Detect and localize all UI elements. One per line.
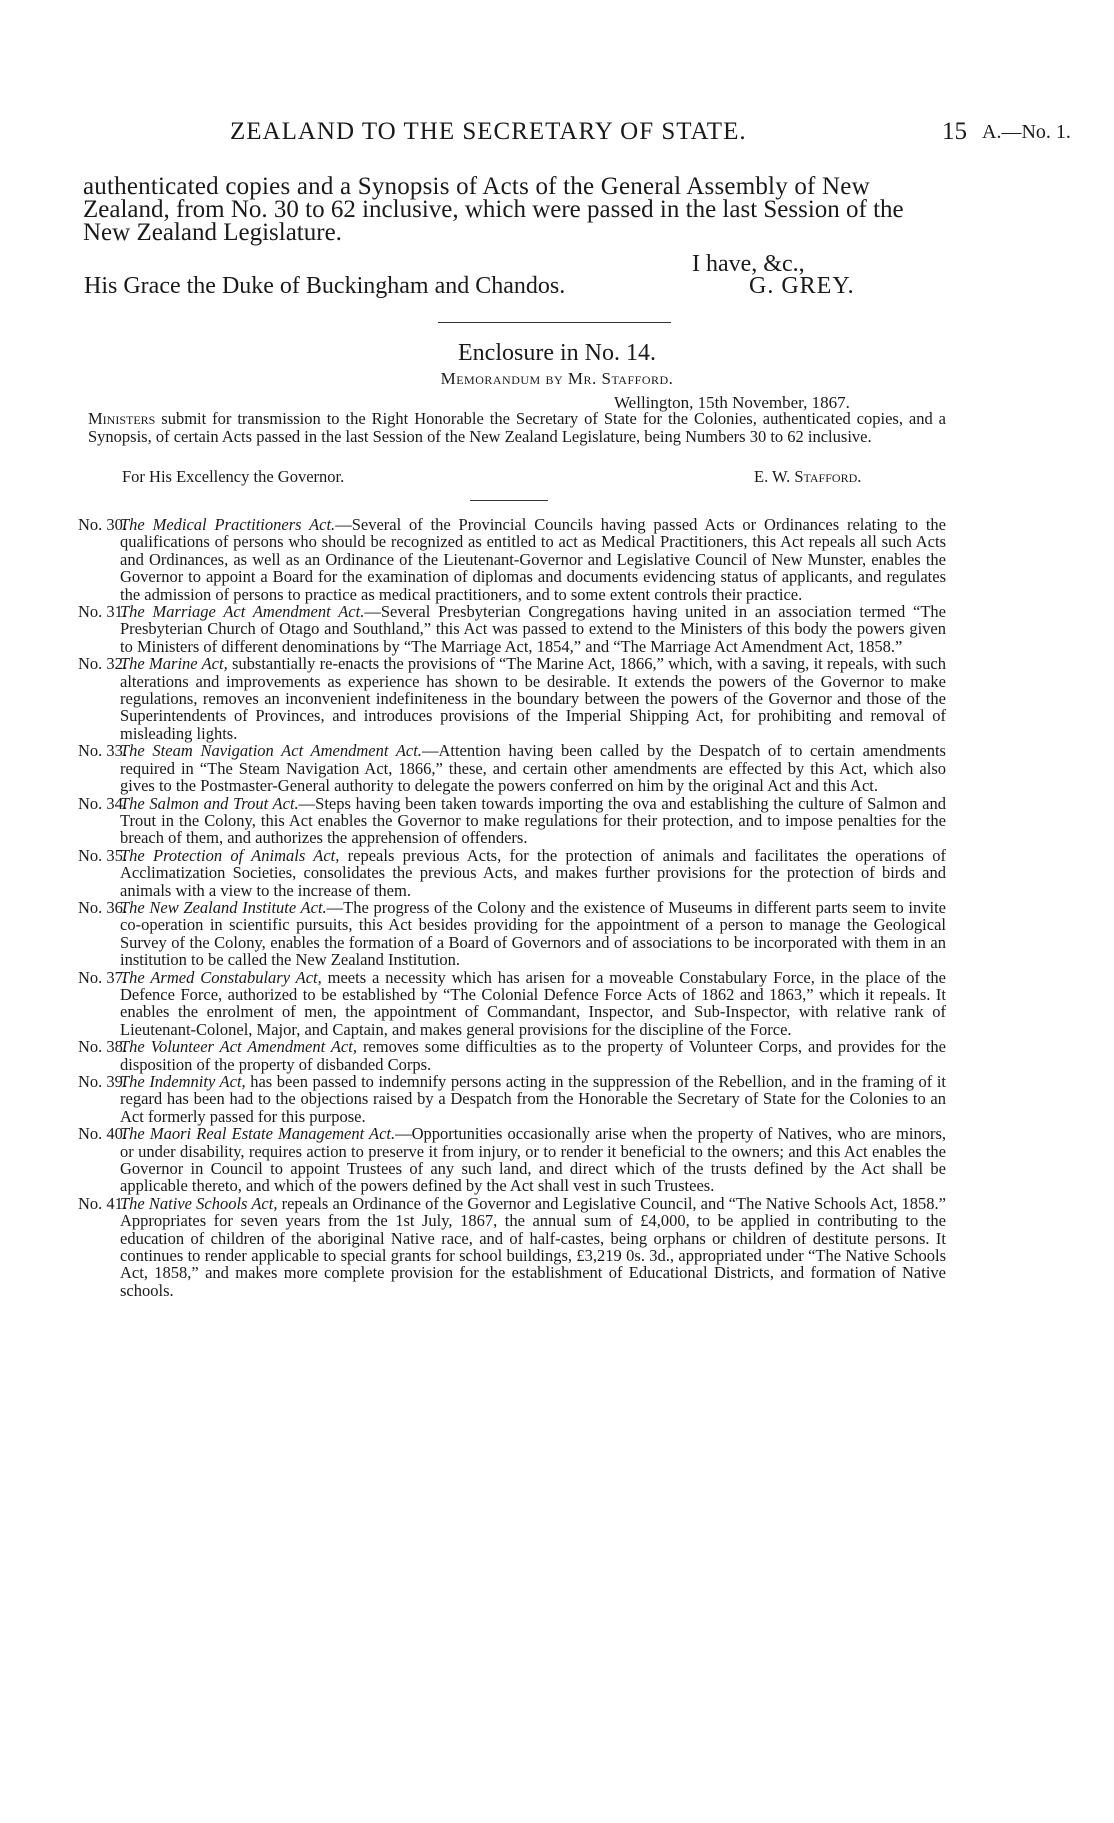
short-divider [470,500,548,501]
letter-line: Zealand, from No. 30 to 62 inclusive, which were passed in the last Session of the [83,196,904,223]
section-divider [438,322,671,323]
memo-lead-word: Ministers [88,409,156,428]
act-entry [78,899,946,969]
act-title: The Marine Act, [120,654,228,674]
act-title: The Salmon and Trout Act. [120,793,299,813]
act-number: No. 36. [78,897,128,917]
act-description: —The progress of the Colony and the existence of Museums in different parts seem to invite co-operation in scientific pursuits, this Act besides providing for the appointment of a person to manage the Geological Survey of the Colony, enables the formation of a Board of Governors and of associations to be incorporated with them in an institution to be called the New Zealand Institution. [120,897,946,970]
act-number: No. 34. [78,793,128,813]
act-entry [78,847,946,899]
act-title: The Marriage Act Amendment Act. [120,602,365,622]
page-number: 15 [942,118,967,145]
act-description: substantially re-enacts the provisions of “The Marine Act, 1866,” which, with a saving, it repeals, with such alterations and improvements as experience has shown to be desirable. It extends the powers of the Governor to make regulations, removes an inconvenient indefiniteness in the boundary between the powers of the Governor and those of the Superintendents of Provinces, and introduces provisions of the Imperial Shipping Act, for prohibiting and removal of misleading lights. [120,654,947,743]
act-number: No. 35. [78,845,128,865]
memo-for-line: For His Excellency the Governor. [122,467,345,486]
act-description: —Steps having been taken towards importing the ova and establishing the culture of Salmon and Trout in the Colony, this Act enables the Governor to make regulations for their protection, and to impose penalties for the breach of them, and authorizes the apprehension of offenders. [120,793,946,848]
letter-signature: G. GREY. [749,273,855,299]
act-description: —Opportunities occasionally arise when the property of Natives, who are minors, or under disability, requires action to preserve it from injury, or to render it beneficial to the owners; and this Act enables the Governor in Council to appoint Trustees of any such land, and direct which of the trusts defined by the Act shall be applicable thereto, and which of the powers defined by the Act shall vest in such Trustees. [120,1124,946,1196]
acts-synopsis [78,516,946,1299]
letter-addressee: His Grace the Duke of Buckingham and Chandos. [84,273,566,299]
act-number: No. 39. [78,1072,128,1091]
letter-body [83,175,947,244]
act-entry [78,516,946,603]
act-title: The Volunteer Act Amendment Act, [120,1037,357,1057]
act-description: —Several of the Provincial Councils having passed Acts or Ordinances relating to the qualifications of persons who should be recognized as entitled to act as Medical Practitioners, this Act repeals all such Acts and Ordinances, as well as an Ordinance of the Lieutenant-Governor and Legislative Council of New Munster, enables the Governor to appoint a Board for the examination of diplomas and documents evidencing status of applicants, and regulates the admission of persons to practice as medical practitioners, and to some extent controls their practice. [120,515,946,604]
act-number: No. 37. [78,967,128,987]
act-entry [78,603,946,655]
act-description: repeals an Ordinance of the Governor and Legislative Council, and “The Native Schools Act, 1858.” Appropriates for seven years from the 1st July, 1867, the annual sum of £4,000, to be applied in contributing to the education of children of the aboriginal Native race, and of half-castes, being orphans or children of destitute persons. It continues to render applicable to special grants for school buildings, £3,219 0s. 3d., appropriated under “The Native Schools Act, 1858,” and makes more complete provision for the establishment of Educational Districts, and formation of Native schools. [120,1193,947,1300]
act-description: has been passed to indemnify persons acting in the suppression of the Rebellion, and in the framing of it regard has been had to the objections raised by a Despatch from the Honorable the Secretary of State for the Colonies to an Act formerly passed for this purpose. [120,1072,946,1126]
act-description: —Several Presbyterian Congregations having united in an association termed “The Presbyterian Church of Otago and Southland,” this Act was passed to extend to the Ministers of this body the powers given to Ministers of different denominations by “The Marriage Act, 1854,” and “The Marriage Act Amendment Act, 1858.” [120,602,946,656]
act-title: The Steam Navigation Act Amendment Act. [120,741,422,761]
act-description: —Attention having been called by the Despatch of to certain amendments required in “The Steam Navigation Act, 1866,” these, and certain other amendments are effected by this Act, which also gives to the Postmaster-General authority to delegate the powers conferred on him by the original Act and this Act. [120,741,946,796]
act-number: No. 31. [78,602,128,622]
act-title: The Medical Practitioners Act. [120,515,336,534]
enclosure-title: Enclosure in No. 14. [458,340,656,366]
act-title: The Indemnity Act, [120,1072,246,1091]
act-title: The Maori Real Estate Management Act. [120,1124,396,1144]
act-description: repeals previous Acts, for the protection of animals and facilitates the operations of Acclimatization Societies, consolidates the previous Acts, and makes further provisions for the protection of birds and animals with a view to the increase of them. [120,845,946,900]
act-number: No. 38. [78,1037,128,1057]
act-entry [78,1073,946,1125]
memo-caption: Memorandum by Mr. Stafford. [440,369,674,388]
letter-line: authenticated copies and a Synopsis of Acts of the General Assembly of New [83,173,870,200]
act-title: The Native Schools Act, [120,1193,278,1213]
act-entry [78,1195,946,1299]
document-reference: A.—No. 1. [982,121,1071,143]
act-number: No. 32. [78,654,128,674]
memo-text: submit for transmission to the Right Honorable the Secretary of State for the Colonies, authenticated copies, and a Synopsis, of certain Acts passed in the last Session of the New Zealand Legislature, being Numbers 30 to 62 inclusive. [88,409,946,446]
act-title: The Armed Constabulary Act, [120,967,322,987]
act-number: No. 40. [78,1124,128,1144]
act-number: No. 41. [78,1193,128,1213]
running-title: ZEALAND TO THE SECRETARY OF STATE. [230,118,747,145]
act-title: The New Zealand Institute Act. [120,897,327,917]
act-entry [78,795,946,847]
act-entry [78,1038,946,1073]
memo-body [88,410,946,445]
act-number: No. 33. [78,741,128,761]
act-description: removes some difficulties as to the property of Volunteer Corps, and provides for the disposition of the property of disbanded Corps. [120,1037,946,1074]
act-entry [78,655,946,742]
act-number: No. 30. [78,515,128,534]
letter-line: New Zealand Legislature. [83,219,342,246]
memo-date: Wellington, 15th November, 1867. [614,393,850,412]
act-description: meets a necessity which has arisen for a moveable Constabulary Force, in the place of the Defence Force, authorized to be established by “The Colonial Defence Force Acts of 1862 and 1863,” which it repeals. It enables the enrolment of men, the appointment of Commandant, Inspector, and Sub-Inspector, with relative rank of Lieutenant-Colonel, Major, and Captain, and makes general provisions for the discipline of the Force. [120,967,946,1039]
memo-signature: E. W. Stafford. [754,467,862,486]
act-entry [78,1125,946,1195]
act-entry [78,969,946,1039]
letter-closing: I have, &c., [692,251,805,277]
act-title: The Protection of Animals Act, [120,845,340,865]
act-entry [78,742,946,794]
